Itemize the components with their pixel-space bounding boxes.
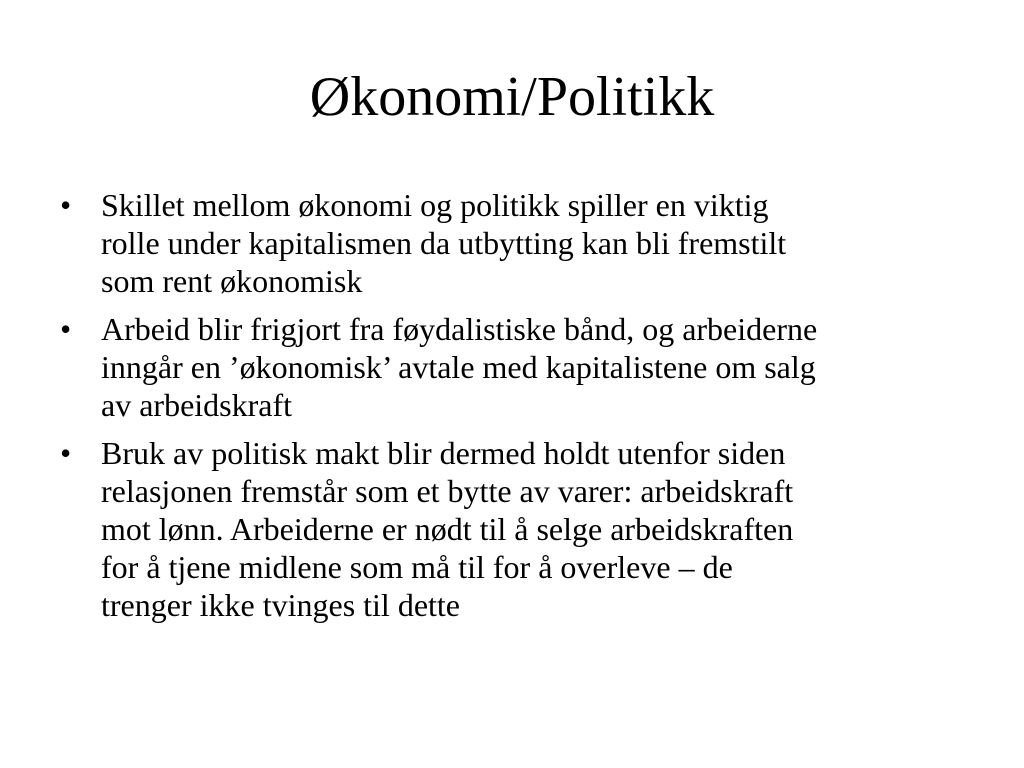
bullet-marker: •: [60, 187, 72, 223]
bullet-line: som rent økonomisk: [101, 263, 363, 299]
bullet-line: Arbeid blir frigjort fra føydalistiske bånd, og arbeiderne: [101, 311, 818, 347]
bullet-line: Skillet mellom økonomi og politikk spiller en viktig: [101, 187, 769, 223]
bullet-list: [60, 186, 970, 634]
bullet-line: inngår en ’økonomisk’ avtale med kapitalistene om salg: [101, 349, 816, 385]
bullet-line: relasjonen fremstår som et bytte av varer: arbeidskraft: [101, 473, 794, 509]
bullet-line: trenger ikke tvinges til dette: [101, 587, 460, 623]
bullet-line: for å tjene midlene som må til for å overleve – de: [101, 549, 733, 585]
bullet-item: [60, 434, 970, 624]
bullet-item: [60, 310, 970, 424]
bullet-item: [60, 186, 970, 300]
bullet-line: av arbeidskraft: [101, 387, 293, 423]
bullet-marker: •: [60, 435, 72, 471]
slide-title: Økonomi/Politikk: [309, 66, 715, 128]
bullet-line: mot lønn. Arbeiderne er nødt til å selge arbeidskraften: [101, 511, 794, 547]
bullet-line: rolle under kapitalismen da utbytting kan bli fremstilt: [101, 225, 787, 261]
bullet-marker: •: [60, 311, 72, 347]
bullet-line: Bruk av politisk makt blir dermed holdt utenfor siden: [101, 435, 786, 471]
